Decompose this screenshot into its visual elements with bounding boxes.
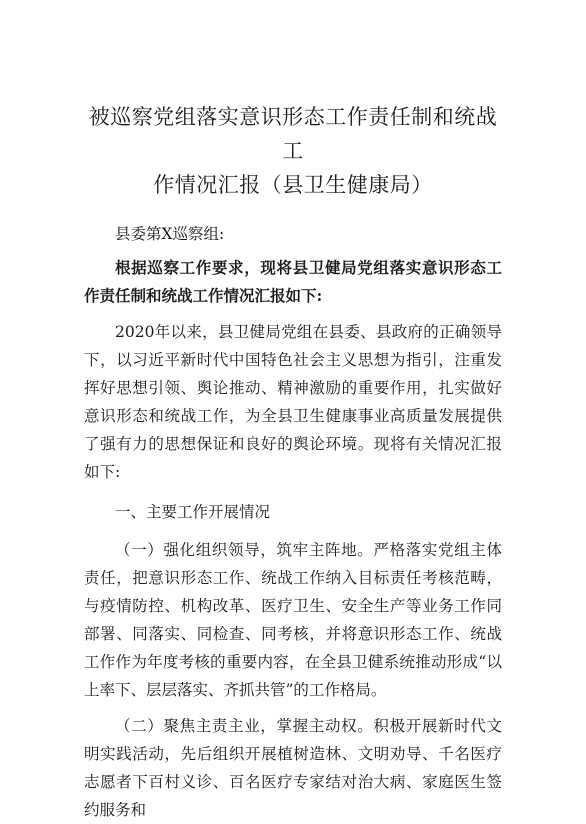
body-paragraph: 2020年以来，县卫健局党组在县委、县政府的正确领导下，以习近平新时代中国特色社会主义思想为指引，注重发挥好思想引领、舆论推动、精神激励的重要作用，扎实做好意识形态和统战工作，为全县卫生健康事业高质量发展提供了强有力的思想保证和良好的舆论环境。现将有关情况汇报如下: [84, 323, 502, 481]
document-title [84, 100, 502, 202]
section-heading: 一、主要工作开展情况 [115, 503, 271, 521]
title-line-2: 作情况汇报（县卫生健康局） [153, 173, 433, 197]
salutation: 县委第Ⅹ巡察组: [115, 225, 225, 243]
section-1-paragraph: （一）强化组织领导，筑牢主阵地。严格落实党组主体责任，把意识形态工作、统战工作纳入目标责任考核范畴，与疫情防控、机构改革、医疗卫生、安全生产等业务工作同部署、同落实、同检查、同考核，并将意识形态工作、统战工作作为年度考核的重要内容，在全县卫健系统推动形成“以上率下、层层落实、齐抓共管”的工作格局。 [84, 541, 502, 699]
section-2-paragraph: （二）聚焦主责主业，掌握主动权。积极开展新时代文明实践活动，先后组织开展植树造林、文明劝导、千名医疗志愿者下百村义诊、百名医疗专家结对治大病、家庭医生签约服务和 [84, 717, 502, 819]
intro-paragraph: 根据巡察工作要求，现将县卫健局党组落实意识形态工作责任制和统战工作情况汇报如下: [84, 258, 502, 305]
title-line-1: 被巡察党组落实意识形态工作责任制和统战工 [88, 105, 498, 163]
